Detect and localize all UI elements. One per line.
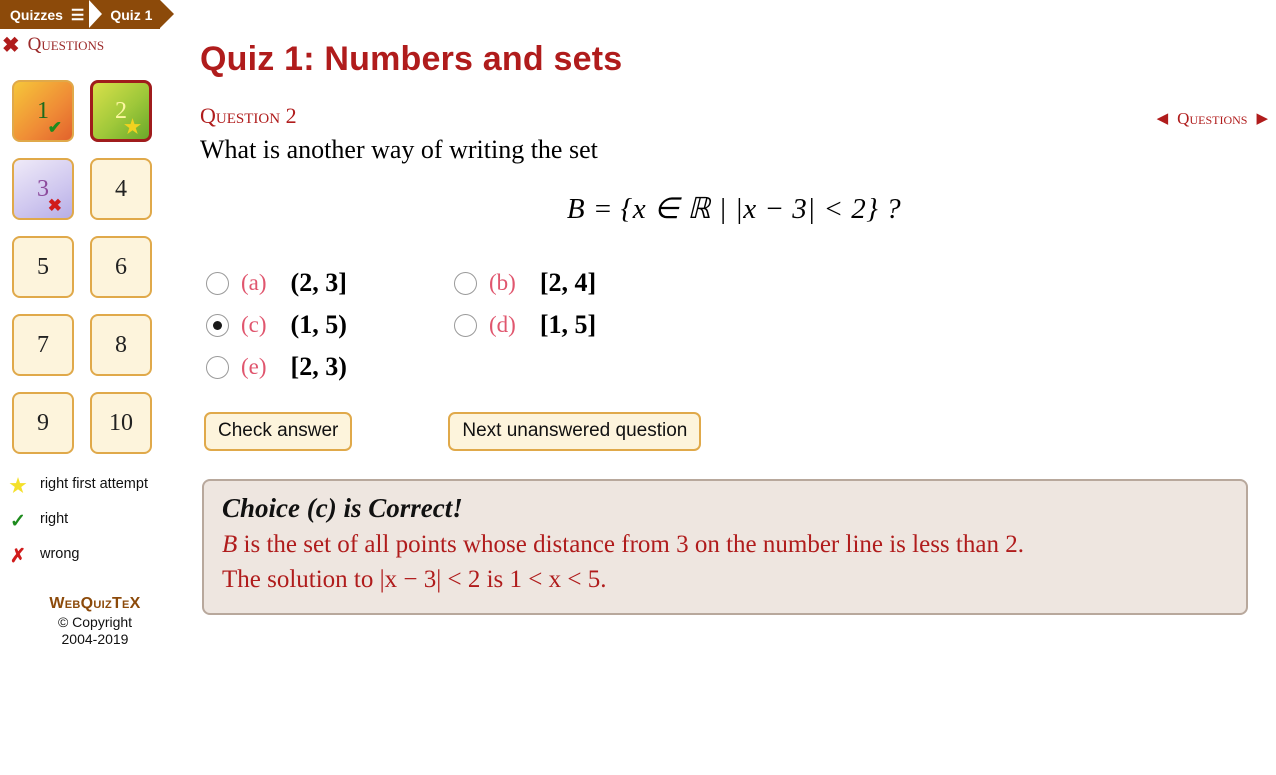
question-button-label: 5 — [37, 253, 49, 280]
radio-d[interactable] — [454, 314, 477, 337]
question-button-4[interactable] — [90, 158, 152, 220]
feedback-line-2: The solution to |x − 3| < 2 is 1 < x < 5. — [222, 565, 607, 593]
legend-label: right first attempt — [40, 476, 148, 492]
choice-value: (1, 5) — [290, 310, 347, 339]
feedback-line-1-text: is the set of all points whose distance from 3 on the number line is less than 2. — [237, 531, 1024, 558]
close-icon[interactable]: ✖ — [2, 32, 20, 57]
question-button-label: 7 — [37, 331, 49, 358]
page-title: Quiz 1: Numbers and sets — [200, 40, 623, 78]
hamburger-menu-icon[interactable]: ☰ — [70, 6, 85, 24]
feedback-variable: B — [222, 531, 238, 558]
next-triangle-icon[interactable]: ▶ — [1256, 111, 1268, 127]
sidebar-footer — [0, 594, 190, 649]
question-nav — [1157, 109, 1268, 129]
cross-icon: ✖ — [47, 196, 62, 215]
legend-row-right — [8, 511, 190, 533]
feedback-panel — [202, 479, 1248, 615]
question-label — [200, 103, 297, 129]
question-number: 2 — [285, 103, 297, 128]
check-icon: ✔ — [47, 118, 62, 137]
choice-b[interactable] — [454, 268, 596, 298]
question-button-3[interactable] — [12, 158, 74, 220]
copyright-line-1: © Copyright — [57, 613, 133, 630]
check-answer-button[interactable]: Check answer — [204, 412, 352, 451]
legend-row-right-first — [8, 476, 190, 498]
choice-row-2 — [206, 310, 1268, 340]
choice-value: [2, 3) — [290, 352, 347, 381]
choice-value: [1, 5] — [539, 310, 597, 339]
main-content — [200, 40, 1268, 615]
question-button-label: 6 — [115, 253, 127, 280]
feedback-line-1 — [222, 528, 1228, 563]
legend-label: right — [40, 510, 69, 527]
choice-key: (a) — [241, 270, 267, 295]
radio-c[interactable] — [206, 314, 229, 337]
sidebar-header — [0, 34, 190, 56]
question-text: What is another way of writing the set — [200, 135, 598, 164]
breadcrumb-quizzes-label: Quizzes — [10, 6, 63, 23]
choice-key: (c) — [241, 312, 267, 337]
question-button-7[interactable] — [12, 314, 74, 376]
choice-row-3 — [206, 352, 1268, 382]
radio-e[interactable] — [206, 356, 229, 379]
radio-a[interactable] — [206, 272, 229, 295]
next-unanswered-question-button[interactable]: Next unanswered question — [448, 412, 701, 451]
star-icon: ★ — [123, 117, 141, 138]
question-button-label: 2 — [115, 97, 127, 124]
radio-b[interactable] — [454, 272, 477, 295]
question-nav-label: Questions — [1177, 108, 1248, 128]
choice-key: (e) — [241, 354, 267, 379]
copyright-line-2: 2004-2019 — [61, 631, 129, 648]
breadcrumb-quiz1[interactable] — [90, 0, 160, 29]
breadcrumb-quiz1-label: Quiz 1 — [110, 6, 153, 23]
check-icon: ✓ — [10, 510, 26, 532]
question-button-label: 10 — [109, 409, 133, 436]
question-button-9[interactable] — [12, 392, 74, 454]
question-button-label: 8 — [115, 331, 127, 358]
sidebar-header-label: Questions — [27, 34, 105, 55]
action-buttons — [204, 412, 1268, 451]
question-button-label: 4 — [115, 175, 127, 202]
feedback-heading: Choice (c) is Correct! — [222, 493, 463, 523]
sidebar — [0, 34, 190, 649]
question-button-label: 1 — [37, 97, 49, 124]
question-button-5[interactable] — [12, 236, 74, 298]
choice-row-1 — [206, 268, 1268, 298]
prev-triangle-icon[interactable]: ◀ — [1156, 111, 1169, 127]
cross-icon: ✗ — [10, 545, 26, 567]
choice-d[interactable] — [454, 310, 596, 340]
question-button-1[interactable] — [12, 80, 74, 142]
choice-value: [2, 4] — [539, 268, 597, 297]
question-label-text: Question — [200, 103, 281, 128]
question-button-label: 9 — [37, 409, 49, 436]
legend — [8, 476, 190, 568]
brand-label: WebQuizTeX — [49, 594, 141, 612]
question-button-6[interactable] — [90, 236, 152, 298]
choice-a[interactable] — [206, 268, 454, 298]
choice-value: (2, 3] — [290, 268, 347, 297]
legend-label: wrong — [40, 545, 80, 562]
question-button-2[interactable] — [90, 80, 152, 142]
question-header-row — [200, 103, 1268, 129]
breadcrumb-arrow-icon-2 — [160, 0, 174, 28]
question-button-grid — [12, 80, 190, 454]
breadcrumb-quizzes[interactable] — [0, 0, 90, 29]
choice-c[interactable] — [206, 310, 454, 340]
star-icon: ★ — [9, 476, 27, 497]
choice-key: (b) — [489, 270, 516, 295]
legend-row-wrong — [8, 546, 190, 568]
question-formula: B = {x ∈ ℝ | |x − 3| < 2} ? — [566, 193, 902, 225]
choice-list — [206, 268, 1268, 382]
choice-e[interactable] — [206, 352, 454, 382]
question-button-10[interactable] — [90, 392, 152, 454]
question-button-8[interactable] — [90, 314, 152, 376]
question-button-label: 3 — [37, 175, 49, 202]
breadcrumb — [0, 0, 160, 29]
choice-key: (d) — [489, 312, 516, 337]
